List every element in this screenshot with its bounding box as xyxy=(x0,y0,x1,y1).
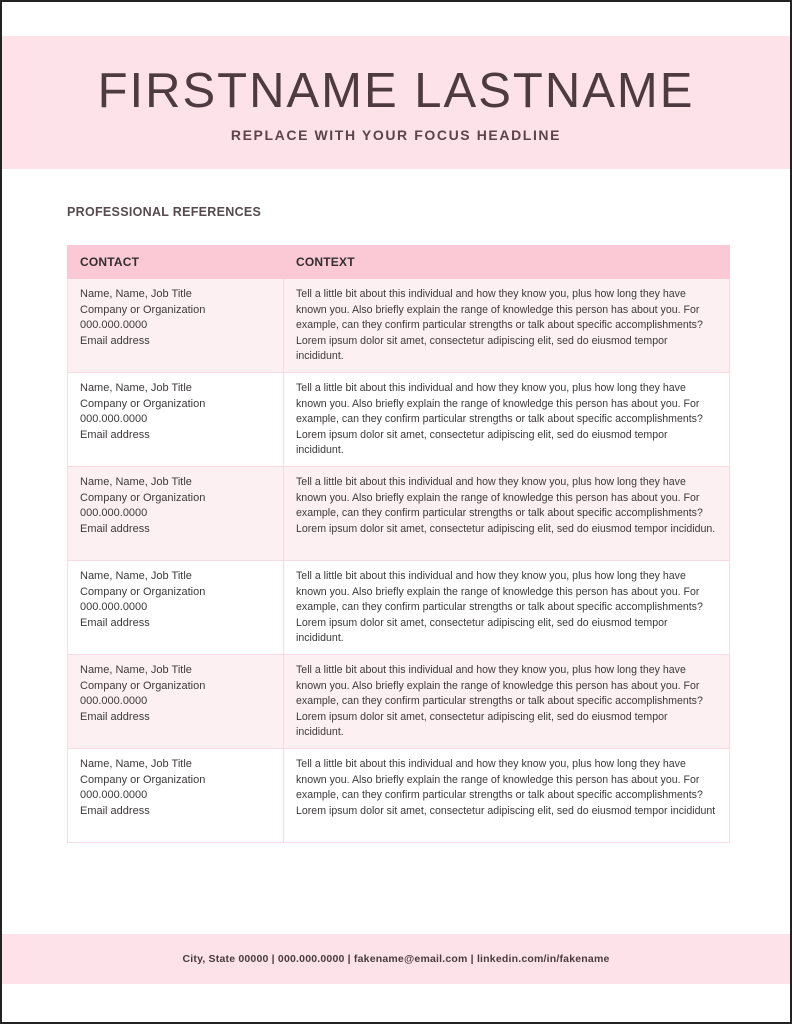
contact-line: Email address xyxy=(80,522,150,535)
contact-line: Company or Organization xyxy=(80,679,206,692)
contact-cell xyxy=(68,467,284,561)
table-row xyxy=(68,373,730,467)
header-band xyxy=(2,36,790,169)
contact-line: 000.000.0000 xyxy=(80,789,148,801)
contact-line: 000.000.0000 xyxy=(80,507,148,519)
contact-line: Email address xyxy=(80,804,150,817)
contact-line: Email address xyxy=(80,616,150,629)
contact-line: 000.000.0000 xyxy=(80,413,148,425)
column-header-context: CONTEXT xyxy=(284,246,730,279)
contact-line: 000.000.0000 xyxy=(80,601,148,613)
contact-line: 000.000.0000 xyxy=(80,695,148,707)
contact-line: Company or Organization xyxy=(80,585,206,598)
contact-cell xyxy=(68,373,284,467)
contact-line: Email address xyxy=(80,428,150,441)
contact-line: Name, Name, Job Title xyxy=(80,758,192,770)
table-row xyxy=(68,561,730,655)
contact-line: Company or Organization xyxy=(80,397,206,410)
contact-cell xyxy=(68,279,284,373)
contact-line: Name, Name, Job Title xyxy=(80,664,192,676)
contact-line: Company or Organization xyxy=(80,303,206,316)
footer-contact-line: City, State 00000 | 000.000.0000 | fakename@email.com | linkedin.com/in/fakename xyxy=(182,953,610,965)
contact-cell xyxy=(68,749,284,843)
context-cell: Tell a little bit about this individual and how they know you, plus how long they have known you. Also briefly explain the range of knowledge this person has about you. For example, can they confirm particular strengths or talk about specific accomplishments? Lorem ipsum dolor sit amet, consectetur adipiscing elit, sed do eiusmod tempor incididun. xyxy=(284,467,730,561)
context-cell: Tell a little bit about this individual and how they know you, plus how long they have known you. Also briefly explain the range of knowledge this person has about you. For example, can they confirm particular strengths or talk about specific accomplishments? Lorem ipsum dolor sit amet, consectetur adipiscing elit, sed do eiusmod tempor incididunt. xyxy=(284,279,730,373)
contact-line: 000.000.0000 xyxy=(80,319,148,331)
context-cell: Tell a little bit about this individual and how they know you, plus how long they have known you. Also briefly explain the range of knowledge this person has about you. For example, can they confirm particular strengths or talk about specific accomplishments? Lorem ipsum dolor sit amet, consectetur adipiscing elit, sed do eiusmod tempor incididunt. xyxy=(284,655,730,749)
table-row xyxy=(68,279,730,373)
footer-band xyxy=(2,934,790,984)
contact-line: Company or Organization xyxy=(80,491,206,504)
contact-cell xyxy=(68,655,284,749)
table-row xyxy=(68,655,730,749)
contact-line: Email address xyxy=(80,710,150,723)
contact-line: Name, Name, Job Title xyxy=(80,288,192,300)
section-title-professional-references: PROFESSIONAL REFERENCES xyxy=(67,205,262,219)
contact-line: Email address xyxy=(80,334,150,347)
column-header-contact: CONTACT xyxy=(68,246,284,279)
contact-line: Name, Name, Job Title xyxy=(80,570,192,582)
contact-line: Company or Organization xyxy=(80,773,206,786)
focus-headline: REPLACE WITH YOUR FOCUS HEADLINE xyxy=(230,127,562,143)
context-cell: Tell a little bit about this individual and how they know you, plus how long they have known you. Also briefly explain the range of knowledge this person has about you. For example, can they confirm particular strengths or talk about specific accomplishments? Lorem ipsum dolor sit amet, consectetur adipiscing elit, sed do eiusmod tempor incididunt xyxy=(284,749,730,843)
table-row xyxy=(68,749,730,843)
contact-line: Name, Name, Job Title xyxy=(80,382,192,394)
context-cell: Tell a little bit about this individual and how they know you, plus how long they have known you. Also briefly explain the range of knowledge this person has about you. For example, can they confirm particular strengths or talk about specific accomplishments? Lorem ipsum dolor sit amet, consectetur adipiscing elit, sed do eiusmod tempor incididunt. xyxy=(284,373,730,467)
context-cell: Tell a little bit about this individual and how they know you, plus how long they have known you. Also briefly explain the range of knowledge this person has about you. For example, can they confirm particular strengths or talk about specific accomplishments? Lorem ipsum dolor sit amet, consectetur adipiscing elit, sed do eiusmod tempor incididunt. xyxy=(284,561,730,655)
table-header-row xyxy=(68,246,730,279)
references-table xyxy=(67,245,730,843)
table-row xyxy=(68,467,730,561)
contact-cell xyxy=(68,561,284,655)
contact-line: Name, Name, Job Title xyxy=(80,476,192,488)
page-title: FIRSTNAME LASTNAME xyxy=(97,64,695,118)
references-table-body xyxy=(68,279,730,843)
